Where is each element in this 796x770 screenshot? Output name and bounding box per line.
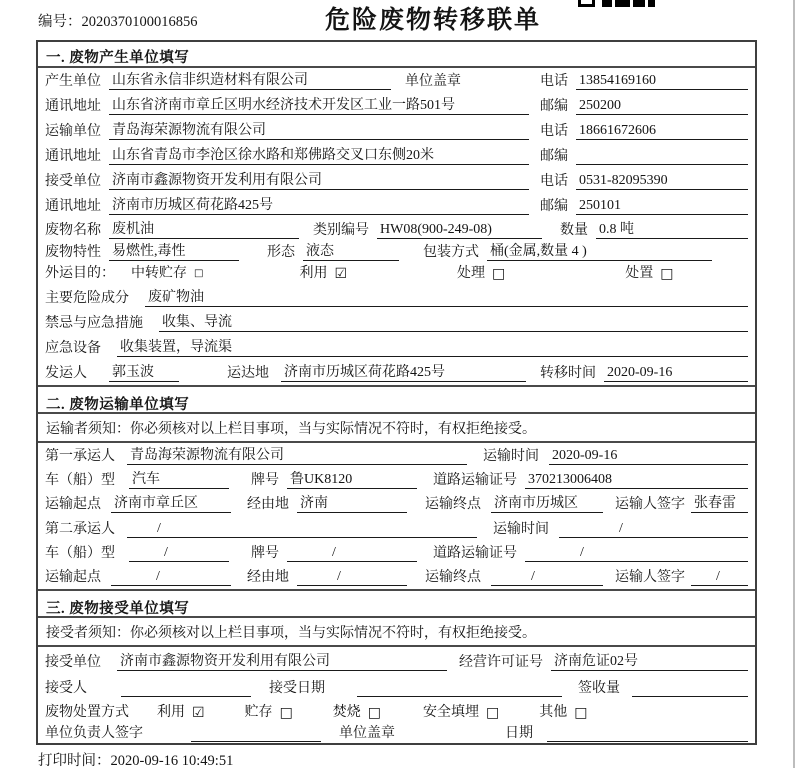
- carrier2-time-label: 运输时间: [493, 522, 549, 537]
- receiver-address-label: 通讯地址: [45, 199, 101, 214]
- vehicle2-type-label: 车（船）型: [45, 546, 115, 561]
- route2-sign-label: 运输人签字: [615, 570, 685, 585]
- route1-via-field: 济南: [297, 495, 407, 513]
- producer-address-field: 山东省济南市章丘区明水经济技术开发区工业一路501号: [109, 97, 529, 115]
- taboo-field: 收集、导流: [159, 314, 748, 332]
- receiver-label: 接受单位: [45, 174, 101, 189]
- waste-name-row: [38, 218, 755, 242]
- hazard-field: 废矿物油: [145, 289, 748, 307]
- producer-zip-label: 邮编: [540, 99, 568, 114]
- waste-category-label: 类别编号: [313, 223, 369, 238]
- destination-label: 运达地: [227, 366, 269, 381]
- section1-header: 一. 废物产生单位填写: [38, 42, 755, 68]
- route1-end-label: 运输终点: [425, 497, 481, 512]
- dispatch-row: [38, 360, 755, 385]
- disposal-option-other: [539, 704, 587, 721]
- page-title: 危险废物转移联单: [324, 7, 541, 34]
- transporter-address-field: 山东省青岛市李沧区徐水路和郑佛路交叉口东侧20米: [109, 147, 529, 165]
- producer-phone-group: [540, 72, 748, 90]
- disposal-option-incineration-label: 焚烧: [332, 705, 361, 720]
- packing-field: 桶(金属,数量 4 ): [487, 243, 712, 261]
- receipt-qty-field: [632, 680, 748, 697]
- vehicle2-plate-field: /: [287, 544, 417, 562]
- transporter-phone-label: 电话: [540, 124, 568, 139]
- waste-name-label: 废物名称: [45, 223, 101, 238]
- transporter-zip-group: [540, 148, 748, 165]
- disposal-option-other-checkbox: □: [574, 705, 588, 721]
- producer-address-row: [38, 93, 755, 118]
- signature-row: [38, 724, 755, 745]
- producer-address-label: 通讯地址: [45, 99, 101, 114]
- hazard-label: 主要危险成分: [45, 291, 129, 306]
- permit-field: 济南危证02号: [551, 653, 748, 671]
- manifest-form: [36, 40, 757, 745]
- purpose-option-reuse-label: 利用: [299, 266, 328, 281]
- purpose-option-treatment-label: 处理: [457, 266, 486, 281]
- purpose-option-reuse: [299, 265, 347, 282]
- unit-stamp-label2: 单位盖章: [339, 726, 395, 741]
- waste-name-field: 废机油: [109, 221, 299, 239]
- waste-form-label: 形态: [267, 245, 295, 260]
- route2-via-label: 经由地: [247, 570, 289, 585]
- carrier1-time-field: 2020-09-16: [549, 447, 748, 465]
- disposal-option-other-label: 其他: [539, 705, 568, 720]
- vehicle1-row: [38, 468, 755, 492]
- receiver-phone-field: 0531-82095390: [576, 172, 748, 190]
- transporter-phone-group: [540, 122, 748, 140]
- accept-date-field: [357, 680, 562, 697]
- route2-sign-field: /: [691, 568, 748, 586]
- sign-date-field: [547, 725, 748, 742]
- carrier2-row: [38, 516, 755, 541]
- receiver-zip-label: 邮编: [540, 199, 568, 214]
- transporter-zip-label: 邮编: [540, 149, 568, 164]
- taboo-row: [38, 310, 755, 335]
- purpose-option-reuse-checkbox: ☑: [334, 266, 348, 282]
- carrier1-label: 第一承运人: [45, 449, 115, 464]
- carrier2-label: 第二承运人: [45, 522, 115, 537]
- permit-label: 经营许可证号: [459, 655, 543, 670]
- disposal-method-row: [38, 700, 755, 724]
- acceptor-row: [38, 674, 755, 700]
- print-time-label: 打印时间：: [38, 753, 111, 769]
- purpose-option-transfer-storage: [131, 265, 203, 282]
- disposal-option-landfill-label: 安全填埋: [423, 705, 480, 720]
- disposal-option-reuse-label: 利用: [157, 705, 185, 720]
- receiver-address-field: 济南市历城区荷花路425号: [109, 197, 529, 215]
- equipment-label: 应急设备: [45, 341, 101, 356]
- taboo-label: 禁忌与应急措施: [45, 316, 143, 331]
- disposal-option-incineration: [333, 704, 381, 721]
- packing-label: 包装方式: [423, 245, 479, 260]
- transporter-address-label: 通讯地址: [45, 149, 101, 164]
- producer-zip-field: 250200: [576, 97, 748, 115]
- route2-start-label: 运输起点: [45, 570, 101, 585]
- carrier1-field: 青岛海荣源物流有限公司: [127, 447, 467, 465]
- vehicle2-row: [38, 541, 755, 565]
- receiver-notice: 接受者须知：你必须核对以上栏目事项，当与实际情况不符时，有权拒绝接受。: [38, 618, 755, 647]
- print-time: [38, 749, 233, 770]
- transporter-row: [38, 118, 755, 143]
- responsible-sign-field: [191, 725, 321, 742]
- disposal-method-label: 废物处置方式: [45, 705, 129, 720]
- transporter-phone-field: 18661672606: [576, 122, 748, 140]
- producer-row: [38, 68, 755, 93]
- receiver-zip-field: 250101: [576, 197, 748, 215]
- accept-date-label: 接受日期: [269, 681, 325, 696]
- acceptor-field: [121, 680, 251, 697]
- route1-row: [38, 492, 755, 516]
- waste-traits-field: 易燃性,毒性: [109, 243, 239, 261]
- hazard-row: [38, 285, 755, 310]
- receiver-zip-group: [540, 197, 748, 215]
- route1-end-field: 济南市历城区: [491, 495, 603, 513]
- carrier2-field: /: [127, 520, 477, 538]
- receiver-phone-group: [540, 172, 748, 190]
- waste-category-field: HW08(900-249-08): [377, 221, 542, 239]
- purpose-option-disposal-label: 处置: [625, 266, 654, 281]
- vehicle1-plate-field: 鲁UK8120: [287, 471, 417, 489]
- document-header: [0, 0, 796, 38]
- accept-unit-label: 接受单位: [45, 655, 101, 670]
- disposal-option-reuse-checkbox: ☑: [192, 705, 205, 721]
- purpose-label: 外运目的：: [45, 266, 115, 281]
- route1-sign-field: 张春雷: [691, 495, 748, 513]
- purpose-row: [38, 264, 755, 285]
- vehicle1-plate-label: 牌号: [251, 473, 279, 488]
- waste-quantity-field: 0.8 吨: [596, 221, 748, 239]
- disposal-option-landfill-checkbox: □: [486, 705, 500, 721]
- disposal-option-incineration-checkbox: □: [367, 705, 382, 721]
- route2-row: [38, 565, 755, 589]
- vehicle1-type-field: 汽车: [129, 471, 229, 489]
- producer-phone-label: 电话: [540, 74, 568, 89]
- disposal-option-landfill: [423, 704, 499, 721]
- producer-name-field: 山东省永信非织造材料有限公司: [109, 72, 391, 90]
- disposal-option-reuse: [157, 704, 205, 721]
- disposal-option-storage-checkbox: □: [279, 705, 293, 721]
- purpose-option-transfer-storage-label: 中转贮存: [131, 266, 187, 281]
- transporter-notice: 运输者须知：你必须核对以上栏目事项，当与实际情况不符时，有权拒绝接受。: [38, 414, 755, 443]
- destination-field: 济南市历城区荷花路425号: [281, 364, 526, 382]
- waste-traits-label: 废物特性: [45, 245, 101, 260]
- carrier1-row: [38, 443, 755, 468]
- route2-start-field: /: [111, 568, 231, 586]
- route2-via-field: /: [297, 568, 407, 586]
- transporter-address-row: [38, 143, 755, 168]
- transporter-label: 运输单位: [45, 124, 101, 139]
- vehicle2-license-label: 道路运输证号: [433, 546, 517, 561]
- vehicle1-license-field: 370213006408: [525, 471, 748, 489]
- accept-unit-field: 济南市鑫源物资开发利用有限公司: [117, 653, 447, 671]
- shipper-field: 郭玉波: [109, 364, 179, 382]
- accept-unit-row: [38, 647, 755, 674]
- print-time-value: 2020-09-16 10:49:51: [110, 753, 234, 769]
- equipment-field: 收集装置，导流渠: [117, 339, 748, 357]
- purpose-option-disposal-checkbox: □: [660, 266, 674, 282]
- receipt-qty-label: 签收量: [578, 681, 620, 696]
- vehicle2-type-field: /: [129, 544, 229, 562]
- equipment-row: [38, 335, 755, 360]
- transfer-date-field: 2020-09-16: [604, 364, 748, 382]
- carrier2-time-field: /: [559, 520, 748, 538]
- transporter-zip-field: [576, 148, 748, 165]
- route1-start-field: 济南市章丘区: [111, 495, 231, 513]
- unit-stamp-label: 单位盖章: [405, 74, 461, 89]
- waste-quantity-label: 数量: [560, 223, 588, 238]
- producer-phone-field: 13854169160: [576, 72, 748, 90]
- receiver-phone-label: 电话: [540, 174, 568, 189]
- route1-start-label: 运输起点: [45, 497, 101, 512]
- transfer-date-label: 转移时间: [540, 366, 596, 381]
- document-number-value: 2020370100016856: [81, 14, 198, 30]
- section3-header: 三. 废物接受单位填写: [38, 589, 755, 618]
- route1-sign-label: 运输人签字: [615, 497, 685, 512]
- disposal-option-storage: [245, 704, 293, 721]
- producer-zip-group: [540, 97, 748, 115]
- disposal-option-storage-label: 贮存: [244, 705, 273, 720]
- receiver-address-row: [38, 193, 755, 218]
- section2-header: 二. 废物运输单位填写: [38, 385, 755, 414]
- acceptor-label: 接受人: [45, 681, 87, 696]
- receiver-name-field: 济南市鑫源物资开发利用有限公司: [109, 172, 529, 190]
- document-number-label: 编号：: [38, 14, 82, 30]
- shipper-label: 发运人: [45, 366, 87, 381]
- vehicle2-plate-label: 牌号: [251, 546, 279, 561]
- route1-via-label: 经由地: [247, 497, 289, 512]
- sign-date-label: 日期: [505, 726, 533, 741]
- route2-end-field: /: [491, 568, 603, 586]
- purpose-option-transfer-storage-checkbox: □: [194, 268, 204, 279]
- producer-label: 产生单位: [45, 74, 101, 89]
- carrier1-time-label: 运输时间: [483, 449, 539, 464]
- waste-traits-row: [38, 242, 755, 264]
- purpose-option-treatment: [457, 265, 505, 282]
- vehicle1-type-label: 车（船）型: [45, 473, 115, 488]
- waste-form-field: 液态: [303, 243, 399, 261]
- purpose-option-disposal: [625, 265, 673, 282]
- responsible-sign-label: 单位负责人签字: [45, 726, 143, 741]
- purpose-option-treatment-checkbox: □: [492, 266, 506, 282]
- vehicle2-license-field: /: [525, 544, 748, 562]
- window-right-edge: [793, 0, 795, 768]
- route2-end-label: 运输终点: [425, 570, 481, 585]
- receiver-row: [38, 168, 755, 193]
- transporter-name-field: 青岛海荣源物流有限公司: [109, 122, 529, 140]
- vehicle1-license-label: 道路运输证号: [433, 473, 517, 488]
